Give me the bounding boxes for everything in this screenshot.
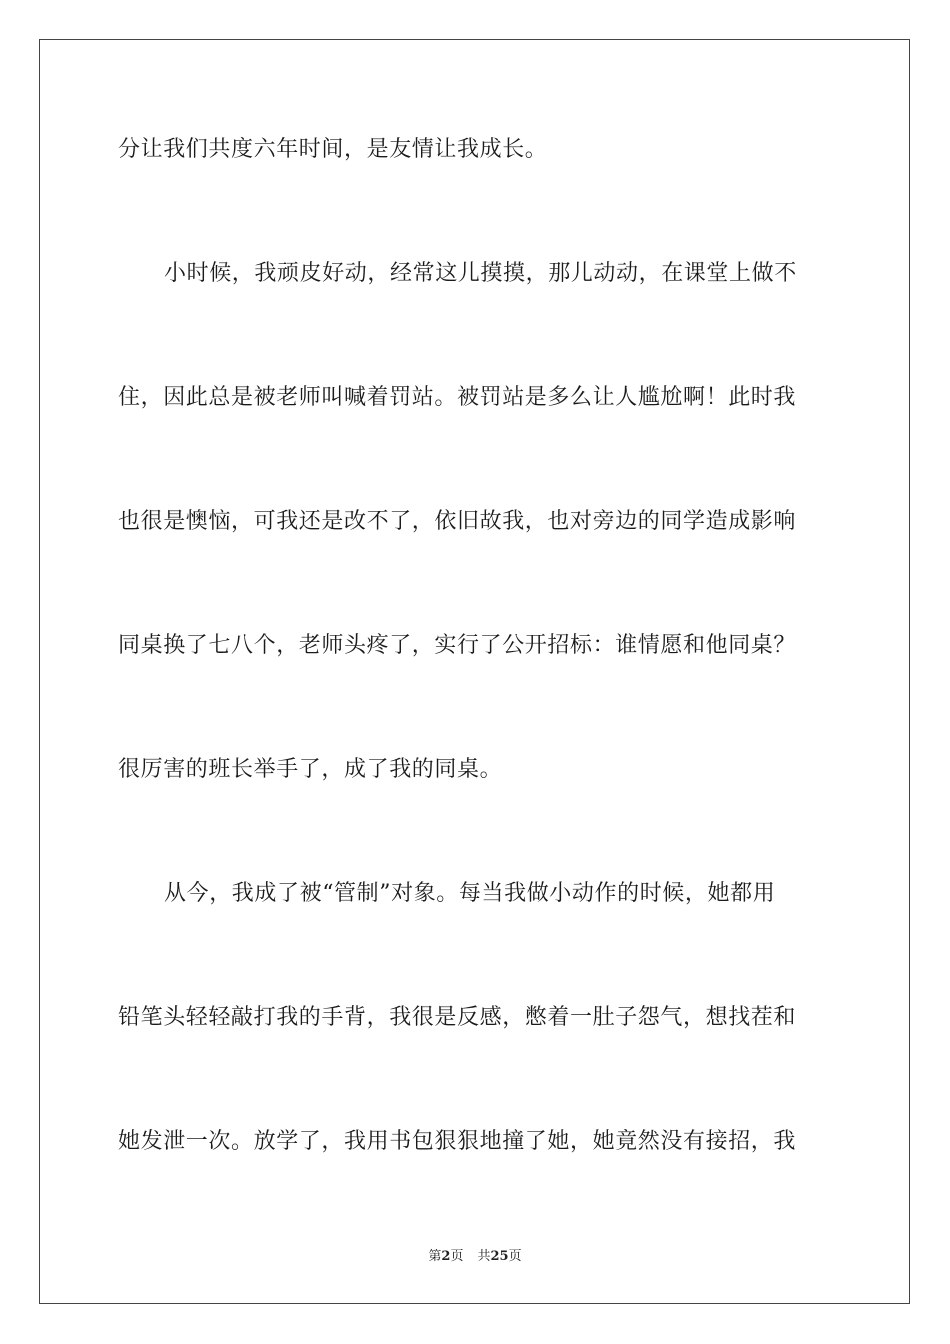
text-line: 很厉害的班长举手了，成了我的同桌。	[118, 757, 503, 782]
paragraph-first-line: 从今，我成了被“管制”对象。每当我做小动作的时候，她都用	[164, 881, 776, 906]
total-pages-prefix: 共	[477, 1249, 491, 1264]
page-footer	[0, 1248, 950, 1266]
text-line: 铅笔头轻轻敲打我的手背，我很是反感，憋着一肚子怨气，想找茬和	[118, 1005, 797, 1030]
page-border	[39, 39, 910, 1304]
text-line: 分让我们共度六年时间，是友情让我成长。	[118, 137, 548, 162]
page-number-suffix: 页	[450, 1249, 464, 1264]
paragraph-first-line: 小时候，我顽皮好动，经常这儿摸摸，那儿动动，在课堂上做不	[164, 261, 797, 286]
text-line: 也很是懊恼，可我还是改不了，依旧故我，也对旁边的同学造成影响	[118, 509, 797, 534]
text-line: 住，因此总是被老师叫喊着罚站。被罚站是多么让人尴尬啊！此时我	[118, 385, 797, 410]
current-page-number: 2	[441, 1249, 451, 1264]
text-line: 同桌换了七八个，老师头疼了，实行了公开招标：谁情愿和他同桌？	[118, 633, 797, 658]
total-pages-suffix: 页	[508, 1249, 522, 1264]
page-number-prefix: 第	[428, 1249, 442, 1264]
total-page-count: 25	[490, 1249, 509, 1264]
text-line: 她发泄一次。放学了，我用书包狠狠地撞了她，她竟然没有接招，我	[118, 1129, 797, 1154]
